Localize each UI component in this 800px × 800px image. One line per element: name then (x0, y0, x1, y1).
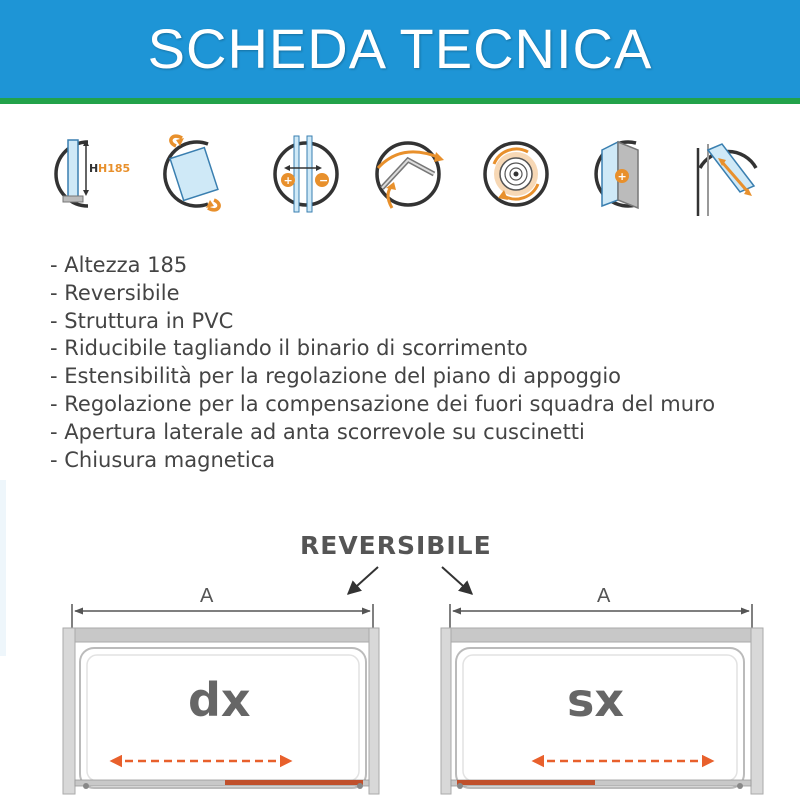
door-label-left: dx (188, 673, 251, 727)
svg-text:−: − (319, 174, 329, 187)
list-item: - Regolazione per la compensazione dei fuori squadra del muro (50, 391, 716, 416)
list-item: - Altezza 185 (50, 253, 188, 277)
svg-text:+: + (617, 170, 627, 183)
list-item: - Apertura laterale ad anta scorrevole su cuscinetti (50, 419, 585, 444)
list-item: - Estensibilità per la regolazione del piano di appoggio (50, 364, 622, 389)
height-value: H185 (98, 162, 131, 175)
list-item: - Riducibile tagliando il binario di scorrimento (50, 336, 528, 361)
list-item: - Reversibile (50, 280, 180, 305)
dimension-label-left: A (200, 585, 214, 607)
dimension-label-right: A (597, 585, 611, 607)
pointer-arrow-right (442, 567, 472, 594)
list-item: - Struttura in PVC (50, 308, 234, 333)
reversible-label: REVERSIBILE (300, 531, 492, 560)
svg-text:+: + (283, 174, 293, 187)
diagram-right-panel (441, 585, 763, 794)
door-label-right: sx (567, 673, 625, 727)
diagram-left-panel (63, 585, 379, 794)
pointer-arrow-left (348, 567, 378, 594)
list-item: - Chiusura magnetica (50, 447, 276, 472)
page-title: SCHEDA TECNICA (147, 17, 653, 80)
svg-text:H: H (89, 162, 99, 175)
